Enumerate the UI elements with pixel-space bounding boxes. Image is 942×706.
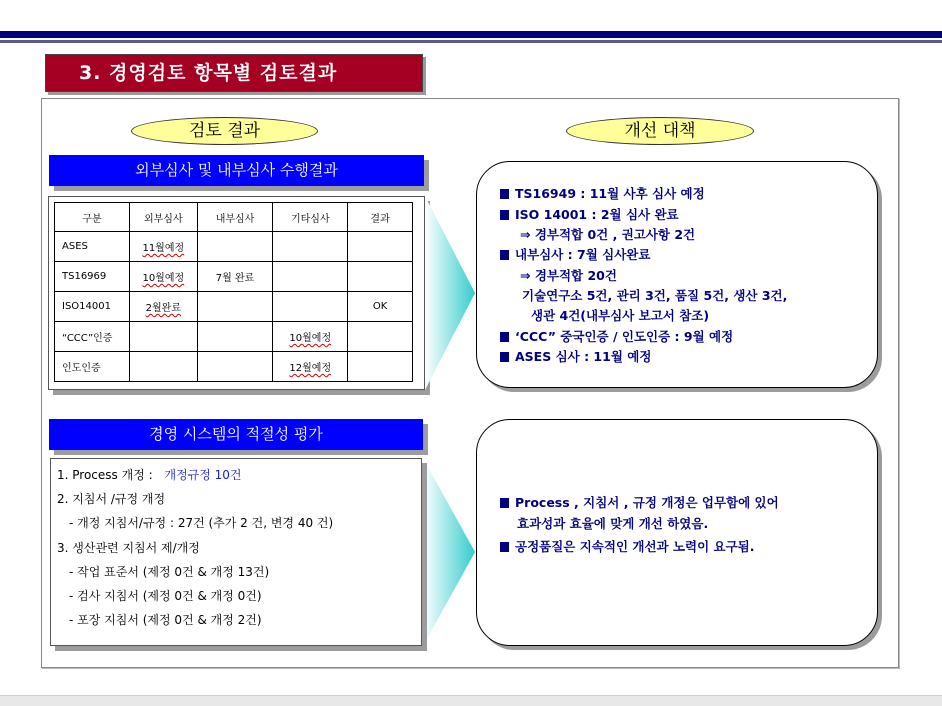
bullet-square-icon xyxy=(500,210,509,220)
eval-item-2: 2. 지침서 /규정 개정 xyxy=(57,492,166,506)
table-cell xyxy=(197,322,273,352)
column-header: 내부심사 xyxy=(197,203,273,232)
column-header: 결과 xyxy=(348,203,413,232)
table-cell: 12월예정 xyxy=(273,352,348,382)
table-cell: 10월예정 xyxy=(129,262,197,292)
table-cell xyxy=(197,232,273,262)
eval-item-3-sub: - 작업 표준서 (제정 0건 & 개정 13건) xyxy=(69,565,270,579)
table-cell xyxy=(273,292,348,322)
audit-results-table xyxy=(54,202,413,382)
table-cell xyxy=(348,262,413,292)
eval-item-2-sub: - 개정 지침서/규정 : 27건 (추가 2 건, 변경 40 건) xyxy=(69,516,334,530)
table-cell: ISO14001 xyxy=(55,292,130,322)
bullet-square-icon xyxy=(500,189,509,199)
improve2-line-1: Process , 지침서 , 규정 개정은 업무함에 있어 xyxy=(500,493,779,511)
improve-line: 내부심사 : 7월 심사완료 xyxy=(500,245,650,263)
bullet-square-icon xyxy=(500,352,509,362)
audit-results-heading: 외부심사 및 내부심사 수행결과 xyxy=(49,155,424,186)
table-cell xyxy=(348,322,413,352)
table-cell: ASES xyxy=(55,232,130,262)
eval-item-1-label: 1. Process 개정 : xyxy=(57,468,153,482)
improve-line: TS16949 : 11월 사후 심사 예정 xyxy=(500,184,705,202)
improvement-plan-pill: 개선 대책 xyxy=(566,117,754,145)
eval-item-3: 3. 생산관련 지침서 제/개정 xyxy=(57,541,200,555)
table-cell: TS16969 xyxy=(55,262,130,292)
improvement-box-2 xyxy=(476,419,878,646)
top-rule xyxy=(0,31,942,38)
bullet-square-icon xyxy=(500,498,509,508)
page-title: 3. 경영검토 항목별 검토결과 xyxy=(45,54,423,92)
table-cell: 10월예정 xyxy=(273,322,348,352)
table-header-row xyxy=(55,203,413,232)
column-header: 외부심사 xyxy=(129,203,197,232)
table-cell: OK xyxy=(348,292,413,322)
table-cell: 11월예정 xyxy=(129,232,197,262)
table-cell: 2월완료 xyxy=(129,292,197,322)
top-rule-thin xyxy=(0,40,942,43)
bottom-strip xyxy=(0,695,942,706)
table-cell xyxy=(348,232,413,262)
improve2-line-3: 공정품질은 지속적인 개선과 노력이 요구됨. xyxy=(500,537,755,555)
table-row xyxy=(55,232,413,262)
bullet-square-icon xyxy=(500,542,509,552)
table-cell xyxy=(197,352,273,382)
eval-item-1 xyxy=(57,466,242,483)
table-row xyxy=(55,352,413,382)
table-cell xyxy=(129,322,197,352)
improve-line: 생관 4건(내부심사 보고서 참조) xyxy=(531,308,710,323)
eval-item-3-sub: - 포장 지침서 (제정 0건 & 개정 2건) xyxy=(69,613,262,627)
table-cell: 7월 완료 xyxy=(197,262,273,292)
improve-line: ISO 14001 : 2월 심사 완료 xyxy=(500,205,679,223)
eval-item-1-value: 개정규정 10건 xyxy=(164,468,242,482)
table-cell xyxy=(273,262,348,292)
bullet-square-icon xyxy=(500,332,509,342)
improve-line: ASES 심사 : 11월 예정 xyxy=(500,347,651,365)
arrow-right-icon xyxy=(423,458,483,646)
improve-line: ⇒ 경부적합 0건 , 권고사항 2건 xyxy=(520,227,696,242)
table-cell: “CCC”인증 xyxy=(55,322,130,352)
system-evaluation-heading: 경영 시스템의 적절성 평가 xyxy=(49,419,423,450)
table-row xyxy=(55,322,413,352)
improve-line: 기술연구소 5건, 관리 3건, 품질 5건, 생산 3건, xyxy=(522,288,788,303)
review-result-pill: 검토 결과 xyxy=(131,117,318,145)
eval-item-3-sub: - 검사 지침서 (제정 0건 & 개정 0건) xyxy=(69,589,262,603)
table-row xyxy=(55,262,413,292)
bullet-square-icon xyxy=(500,250,509,260)
improve-line: ‘CCC” 중국인증 / 인도인증 : 9월 예정 xyxy=(500,327,733,345)
improve2-line-2: 효과성과 효율에 맞게 개선 하였음. xyxy=(517,516,709,531)
table-cell xyxy=(197,292,273,322)
table-cell xyxy=(273,232,348,262)
table-cell: 인도인증 xyxy=(55,352,130,382)
table-cell xyxy=(129,352,197,382)
improve-line: ⇒ 경부적합 20건 xyxy=(520,268,617,283)
column-header: 구분 xyxy=(55,203,130,232)
table-cell xyxy=(348,352,413,382)
column-header: 기타심사 xyxy=(273,203,348,232)
table-row xyxy=(55,292,413,322)
